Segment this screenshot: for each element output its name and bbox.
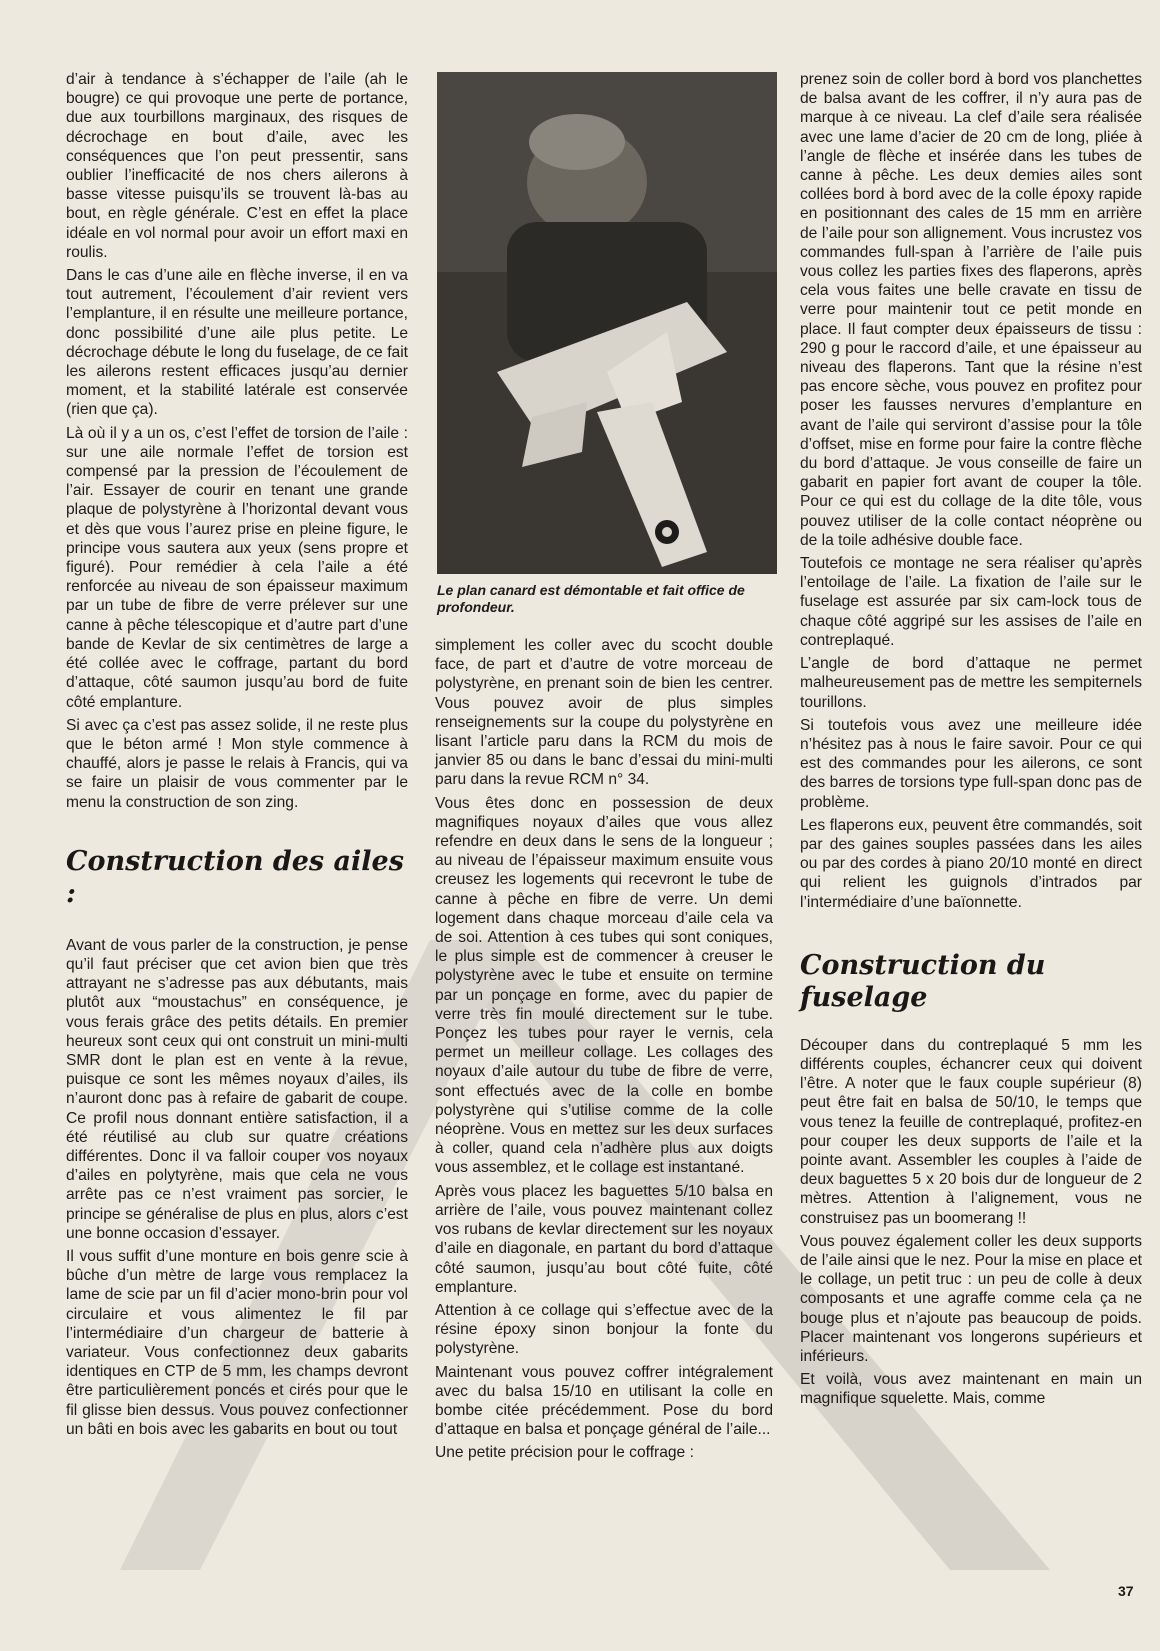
paragraph: prenez soin de coller bord à bord vos planchettes de balsa avant de les coffrer, il n’y aura pas de marque à ce niveau. La clef d’aile sera réalisée avec une lame d’acier de 20 cm de long, pliée à l’angle de flèche et insérée dans les tubes de canne à pêche. Les deux demies ailes sont collées bord à bord avec de la colle époxy rapide en positionnant des cales de 15 mm en arrière de l’aile pour son allignement. Vous incrustez vos commandes full-span à l’arrière de l’aile puis vous collez les parties fixes des flaperons, après cela vous faites une belle cravate en tissu de verre pour maintenir tout ce petit monde en place. Il faut compter deux épaisseurs de tissu : 290 g pour le raccord d’aile, et une épaisseur au niveau des flaperons. Tant que la résine n’est pas encore sèche, vous pouvez en profitez pour poser les fausses nervures d’emplanture en avant de l’aile qui serviront d’assise pour la tôle d’offset, mise en forme pour faire la contre flèche du bord d’attaque. Je vous conseille de faire un gabarit en papier fort avant de couper la tôle. Pour ce qui est du collage de la dite tôle, vous pouvez utiliser de la colle contact néoprène ou de la toile adhésive double face.: [800, 71, 1142, 549]
paragraph: Maintenant vous pouvez coffrer intégralement avec du balsa 15/10 en utilisant la colle en bombe citée précédemment. Pose du bord d’attaque en balsa et ponçage général de l’aile...: [435, 1363, 773, 1439]
paragraph: Si toutefois vous avez une meilleure idée n’hésitez pas à nous le faire savoir. Pour ce qui est des commandes pour les ailerons, ce sont des barres de torsions type full-span donc pas de problème.: [800, 716, 1142, 811]
column-middle: [435, 636, 773, 1467]
paragraph: L’angle de bord d’attaque ne permet malheureusement pas de mettre les sempiternels tourillons.: [800, 655, 1142, 711]
paragraph: Une petite précision pour le coffrage :: [435, 1444, 694, 1462]
photo-model-plane: [437, 72, 777, 574]
paragraph: Et voilà, vous avez maintenant en main un magnifique squelette. Mais, comme: [800, 1371, 1142, 1408]
section-heading-wings: Construction des ailes :: [66, 845, 404, 909]
paragraph: simplement les coller avec du scocht double face, de part et d’autre de votre morceau de polystyrène, en prenant soin de bien les centrer. Vous pouvez avoir de plus simples renseignements sur la coupe du polystyrène en lisant l’article paru dans la RCM du mois de janvier 85 ou dans le banc d’essai du mini-multi paru dans la revue RCM n° 34.: [435, 637, 773, 789]
paragraph: Les flaperons eux, peuvent être commandés, soit par des gaines souples passées dans les ailes ou par des cordes à piano 20/10 monté en direct qui relient les guignols d’intrados par l’intermédiaire d’une baïonnette.: [800, 816, 1142, 911]
paragraph: Avant de vous parler de la construction, je pense qu’il faut préciser que cet avion bien que très attrayant ne s’adresse pas aux débutants, mais plutôt aux “moustachus” en conséquence, je vous ferais grâce des petits détails. En premier heureux sont ceux qui ont construit un mini-multi SMR dont le plan est en vente à la revue, puisque ce sont les mêmes noyaux d’ailes, ils n’auront donc pas à refaire de gabarit de coupe. Ce profil nous donnant entière satisfaction, il a été réutilisé au club sur quatre créations différentes. Donc il va falloir couper vos noyaux d’ailes en polytyrène, mais que cela ne vous arrête pas ce n’est vraiment pas sorcier, le principe se généralise de plus en plus, alors c’est une bonne occasion d’essayer.: [66, 936, 408, 1242]
paragraph: Là où il y a un os, c’est l’effet de torsion de l’aile : sur une aile normale l’effet de torsion est compensé par la pression de l’écoulement de l’air. Essayer de courir en tenant une grande plaque de polystyrène à l’horizontal devant vous et dès que vous l’aurez prise en pleine figure, le principe vous sautera aux yeux (sens propre et figuré). Pour remédier à cela l’aile a été renforcée au niveau de son épaisseur maximum par un tube de fibre de verre prélever sur une canne à pêche télescopique et d’autre part d’une bande de Kevlar de six centimètres de large a été collée avec le coffrage, partant du bord d’attaque, côté saumon jusqu’au bord de fuite côté emplanture.: [66, 424, 408, 711]
paragraph: Si avec ça c’est pas assez solide, il ne reste plus que le béton armé ! Mon style commence à chauffé, alors je passe le relais à Francis, qui va se faire un plaisir de vous commenter par le menu la construction de son zing.: [66, 716, 408, 811]
column-left: [66, 70, 408, 1443]
paragraph: Il vous suffit d’une monture en bois genre scie à bûche d’un mètre de large vous remplacez la lame de scie par un fil d’acier mono-brin pour vol circulaire et vous alimentez le fil par l’intermédiaire d’un chargeur de batterie à variateur. Vous confectionnez deux gabarits identiques en CTP de 5 mm, les champs devront être particulièrement poncés et cirés pour que le fil glisse bien dessus. Vous pouvez confectionner un bâti en bois avec les gabarits en bout ou tout: [66, 1247, 408, 1438]
paragraph: Vous pouvez également coller les deux supports de l’aile ainsi que le nez. Pour la mise en place et le collage, un petit truc : un peu de colle à deux composants et une agraffe comme cela ça ne bouge plus et n’ajoute pas beaucoup de poids. Placer maintenant vos longerons supérieurs et inférieurs.: [800, 1232, 1142, 1365]
paragraph: Toutefois ce montage ne sera réaliser qu’après l’entoilage de l’aile. La fixation de l’aile sur le fuselage est assurée par six cam-lock tous de chaque côté aggripé sur les assises de l’aile en contreplaqué.: [800, 555, 1142, 649]
paragraph: Dans le cas d’une aile en flèche inverse, il en va tout autrement, l’écoulement d’air revient vers l’emplanture, il en résulte une meilleure portance, donc possibilité d’une aile plus petite. Le décrochage débute le long du fuselage, de ce fait les ailerons restent efficaces jusqu’au dernier moment, et la stabilité latérale est conservée (rien que ça).: [66, 267, 408, 419]
section-heading-fuselage: Construction du fuselage: [800, 949, 1046, 1013]
page-number: 37: [1118, 1583, 1134, 1599]
paragraph: Attention à ce collage qui s’effectue avec de la résine époxy sinon bonjour la fonte du polystyrène.: [435, 1301, 773, 1358]
paragraph: Découper dans du contreplaqué 5 mm les différents couples, échancrer ceux qui doivent l’être. A noter que le faux couple supérieur (8) peut être fait en balsa de 50/10, le temps que vous tenez la feuille de contreplaqué, profitez-en pour couper les deux supports de l’aile et la pointe avant. Assembler les couples à l’aide de deux baguettes 5 x 20 bois dur de longueur de 2 mètres. Attention à l’alignement, vous ne construisez pas un boomerang !!: [800, 1036, 1142, 1227]
column-right: [800, 70, 1142, 1413]
photo-caption: Le plan canard est démontable et fait office de profondeur.: [437, 582, 745, 615]
paragraph: Après vous placez les baguettes 5/10 balsa en arrière de l’aile, vous pouvez maintenant collez vos rubans de kevlar directement sur les noyaux d’aile en diagonale, en partant du bord d’attaque côté saumon, jusqu’au bout côté fuite, côté emplanture.: [435, 1182, 773, 1296]
paragraph: Vous êtes donc en possession de deux magnifiques noyaux d’ailes que vous allez refendre en deux dans le sens de la longueur ; au niveau de l’épaisseur maximum ensuite vous creusez les logements qui recevront le tube de canne à pêche en fibre de verre. Un demi logement dans chaque morceau d’aile cela va de soi. Attention à ces tubes qui sont coniques, le plus simple est de commencer à creuser le polystyrène avec le tube et ensuite on termine par un ponçage en forme, avec du papier de verre très fin moulé directement sur le tube. Ponçez les tubes pour rayer le vernis, cela permet un meilleur collage. Les collages des noyaux d’aile autour du tube de fibre de verre, sont effectués avec de la colle en bombe polystyrène qui s’utilise comme de la colle néoprène. Vous en mettez sur les deux surfaces à coller, quand cela n’adhère plus aux doigts vous assemblez, et le collage est instantané.: [435, 794, 773, 1177]
paragraph: d’air à tendance à s’échapper de l’aile (ah le bougre) ce qui provoque une perte de portance, due aux tourbillons marginaux, des risques de décrochage en bout d’aile, avec les conséquences que l’on peut pressentir, sans oublier l’inefficacité de nos chers ailerons à basse vitesse puisqu’ils se trouvent là-bas au bout, en règle générale. C’est en effet la place idéale en vol normal pour avoir un effort maxi en roulis.: [66, 71, 408, 261]
